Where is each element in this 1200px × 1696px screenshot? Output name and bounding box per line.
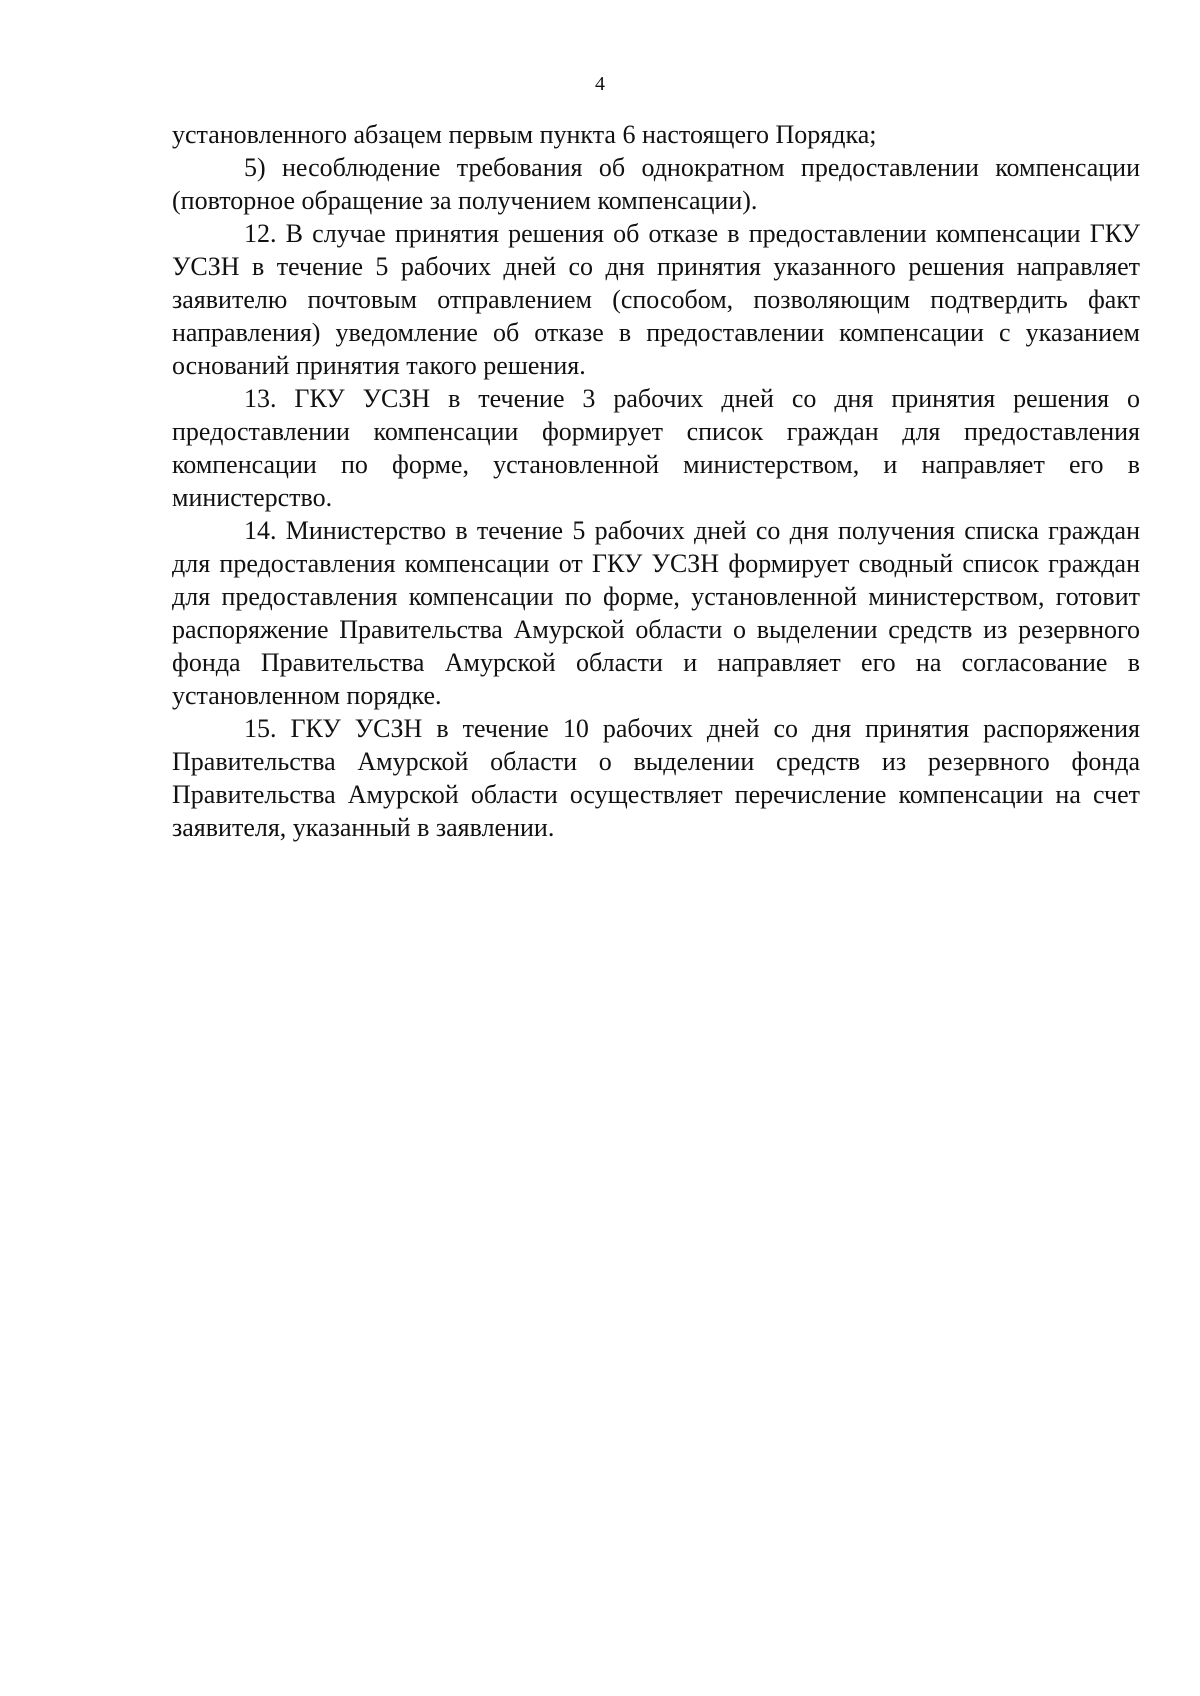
paragraph-clause-15: 15. ГКУ УСЗН в течение 10 рабочих дней со дня принятия распоряжения Правительства Амурской области о выделении средств из резервного фонда Правительства Амурской области осуществляет перечисление компенсации на счет заявителя, указанный в заявлении. [172,714,1140,842]
paragraph-item-5: 5) несоблюдение требования об однократном предоставлении компенсации (повторное обращение за получением компенсации). [172,153,1140,215]
paragraph-continuation: установленного абзацем первым пункта 6 настоящего Порядка; [172,120,877,149]
document-body [172,118,1140,844]
paragraph-clause-14: 14. Министерство в течение 5 рабочих дней со дня получения списка граждан для предоставления компенсации от ГКУ УСЗН формирует сводный список граждан для предоставления компенсации по форме, установленной министерством, готовит распоряжение Правительства Амурской области о выделении средств из резервного фонда Правительства Амурской области и направляет его на согласование в установленном порядке. [172,516,1140,710]
paragraph-clause-13: 13. ГКУ УСЗН в течение 3 рабочих дней со дня принятия решения о предоставлении компенсации формирует список граждан для предоставления компенсации по форме, установленной министерством, и направляет его в министерство. [172,384,1140,512]
page-number: 4 [595,73,605,95]
paragraph-clause-12: 12. В случае принятия решения об отказе в предоставлении компенсации ГКУ УСЗН в течение 5 рабочих дней со дня принятия указанного решения направляет заявителю почтовым отправлением (способом, позволяющим подтвердить факт направления) уведомление об отказе в предоставлении компенсации с указанием оснований принятия такого решения. [172,219,1140,380]
